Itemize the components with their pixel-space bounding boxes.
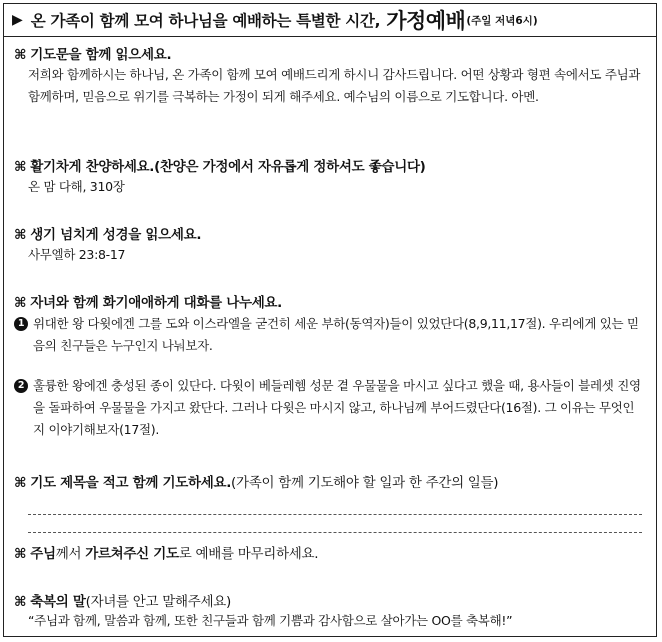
heading-text: 기도 제목을 적고 함께 기도하세요. (30, 475, 232, 491)
section-scripture (14, 226, 646, 266)
heading-text: 자녀와 함께 화기애애하게 대화를 나누세요. (30, 295, 283, 311)
section-heading (14, 46, 646, 64)
number-2-icon: 2 (14, 379, 28, 393)
section-heading (14, 158, 646, 176)
discussion-text: 훌륭한 왕에겐 충성된 종이 있단다. 다윗이 베들레헴 성문 곁 우물물을 마시고 싶다고 했을 때, 용사들이 블레셋 진영을 돌파하여 우물물을 가지고 왔단다. 그러나 다윗은 마시지 않고, 하나님께 부어드렸단다(16절). 그 이유는 무엇인지 이야기해보자(17절). (33, 378, 641, 437)
section-lords-prayer (14, 545, 646, 563)
section-prayer (14, 46, 646, 108)
heading-text: 가르쳐주신 기도 (85, 546, 179, 562)
scripture-reference: 사무엘하 23:8-17 (28, 247, 126, 262)
heading-text: 활기차게 찬양하세요.(찬양은 가정에서 자유롭게 정하셔도 좋습니다) (30, 159, 426, 175)
discussion-item (14, 313, 646, 357)
content-box (3, 37, 657, 637)
command-icon: ⌘ (14, 546, 27, 562)
writing-line[interactable] (28, 532, 642, 533)
section-heading (14, 226, 646, 244)
heading-note: (가족이 함께 기도해야 할 일과 한 주간의 일들) (231, 475, 499, 491)
command-icon: ⌘ (14, 295, 27, 311)
number-1-icon: 1 (14, 317, 28, 331)
command-icon: ⌘ (14, 227, 27, 243)
section-blessing (14, 593, 646, 631)
title-bar (3, 3, 657, 37)
discussion-item (14, 375, 646, 441)
heading-text: 축복의 말 (30, 594, 86, 610)
heading-text: 께서 (55, 546, 86, 562)
section-hymn (14, 158, 646, 198)
command-icon: ⌘ (14, 47, 27, 63)
section-heading (14, 545, 646, 563)
command-icon: ⌘ (14, 475, 27, 491)
heading-text: 기도문을 함께 읽으세요. (30, 47, 172, 63)
section-heading (14, 294, 646, 312)
heading-text: 로 예배를 마무리하세요. (178, 546, 319, 562)
discussion-text: 위대한 왕 다윗에겐 그를 도와 이스라엘을 굳건히 세운 부하(동역자)들이 있었단다(8,9,11,17절). 우리에게 있는 믿음의 친구들은 누구인지 나눠보자. (33, 316, 639, 353)
prayer-text: 저희와 함께하시는 하나님, 온 가족이 함께 모여 예배드리게 하시니 감사드립니다. 어떤 상황과 형편 속에서도 주님과 함께하며, 믿음으로 위기를 극복하는 가정이 되게 해주세요. 예수님의 이름으로 기도합니다. 아멘. (28, 67, 641, 104)
heading-note: (자녀를 안고 말해주세요) (85, 594, 231, 610)
page-title: 온 가족이 함께 모여 하나님을 예배하는 특별한 시간, (30, 12, 381, 30)
section-heading (14, 474, 646, 492)
command-icon: ⌘ (14, 159, 27, 175)
page-title-emphasis: 가정예배 (386, 9, 466, 33)
section-heading (14, 593, 646, 611)
section-talk (14, 294, 646, 441)
blessing-text: “주님과 함께, 말씀과 함께, 또한 친구들과 함께 기쁨과 감사함으로 살아가는 OO를 축복해!” (28, 613, 513, 628)
writing-line[interactable] (28, 514, 642, 515)
section-prayer-topics (14, 474, 646, 492)
heading-text: 주님 (30, 546, 56, 562)
triangle-icon: ▶ (12, 12, 23, 28)
heading-text: 생기 넘치게 성경을 읽으세요. (30, 227, 202, 243)
schedule-note: (주일 저녁6시) (466, 14, 538, 27)
hymn-text: 온 맘 다해, 310장 (28, 179, 125, 194)
command-icon: ⌘ (14, 594, 27, 610)
